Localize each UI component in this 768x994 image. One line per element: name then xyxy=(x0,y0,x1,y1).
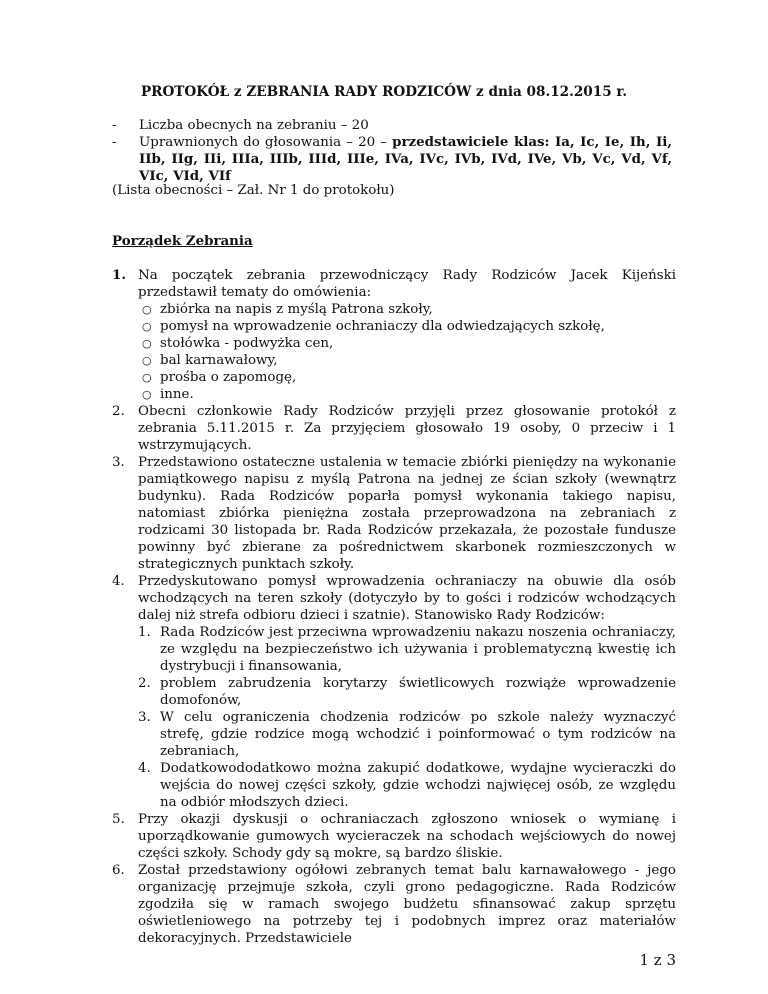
class-representatives: przedstawiciele klas: Ia, Ic, Ie, Ih, Ii, IIb, IIg, IIi, IIIa, IIIb, IIId, IIIe, IVa, IVc, IVb, IVd, IVe, Vb, Vc, Vd, Vf, VIc, VId, VIf xyxy=(139,134,672,184)
subitem xyxy=(138,709,676,760)
subitem-number: 4. xyxy=(138,761,151,776)
list-item xyxy=(138,301,676,318)
circle-bullet-icon: ○ xyxy=(142,371,152,384)
subitem-text: Dodatkowododatkowo można zakupić dodatkowe, wydajne wycieraczki do wejścia do nowej części szkoły, gdzie wchodzi najwięcej osób, ze względu na odbiór młodszych dzieci. xyxy=(160,761,676,810)
voters-count: Uprawnionych do głosowania – 20 – xyxy=(139,135,393,150)
subitem xyxy=(138,624,676,675)
topic-text: pomysł na wprowadzenie ochraniaczy dla odwiedzających szkołę, xyxy=(160,319,605,334)
attendance-note: (Lista obecności – Zał. Nr 1 do protokołu) xyxy=(112,183,395,198)
agenda-item-2 xyxy=(112,403,676,454)
item-number: 2. xyxy=(112,404,125,419)
circle-bullet-icon: ○ xyxy=(142,337,152,350)
list-item xyxy=(138,369,676,386)
topic-text: prośba o zapomogę, xyxy=(160,370,297,385)
item-text: Przedyskutowano pomysł wprowadzenia ochraniaczy na obuwie dla osób wchodzących na teren szkoły (dotyczyło by to gości i rodziców wchodzących dalej niż strefa odbioru dzieci i szatnie). Stanowisko Rady Rodziców: xyxy=(138,574,676,623)
topic-text: inne. xyxy=(160,387,194,402)
attendance-summary xyxy=(112,117,672,185)
circle-bullet-icon: ○ xyxy=(142,303,152,316)
subitem-text: W celu ograniczenia chodzenia rodziców po szkole należy wyznaczyć strefę, gdzie rodzice mogą wchodzić i poinformować o tym rodziców na zebraniach, xyxy=(160,710,676,759)
agenda-items xyxy=(112,267,676,947)
subitem xyxy=(138,675,676,709)
circle-bullet-icon: ○ xyxy=(142,354,152,367)
item-number: 6. xyxy=(112,863,125,878)
agenda-heading: Porządek Zebrania xyxy=(112,233,253,249)
list-item xyxy=(138,335,676,352)
agenda-item-6 xyxy=(112,862,676,947)
page-number: 1 z 3 xyxy=(639,951,676,969)
item-text: Przy okazji dyskusji o ochraniaczach zgłoszono wniosek o wymianę i uporządkowanie gumowych wycieraczek na schodach wejściowych do nowej części szkoły. Schody gdy są mokre, są bardzo śliskie. xyxy=(138,812,676,861)
item-number: 5. xyxy=(112,812,125,827)
dash-marker: - xyxy=(112,118,117,133)
list-item xyxy=(138,386,676,403)
topic-text: zbiórka na napis z myślą Patrona szkoły, xyxy=(160,302,433,317)
list-item xyxy=(112,134,672,185)
page-title: PROTOKÓŁ z ZEBRANIA RADY RODZICÓW z dnia 08.12.2015 r. xyxy=(140,84,628,100)
subitem-number: 3. xyxy=(138,710,151,725)
agenda-item-5 xyxy=(112,811,676,862)
subitem-number: 2. xyxy=(138,676,151,691)
item-text: Obecni członkowie Rady Rodziców przyjęli przez głosowanie protokół z zebrania 5.11.2015 r. Za przyjęciem głosowało 19 osoby, 0 przeciw i 1 wstrzymujących. xyxy=(138,404,676,453)
topic-list xyxy=(138,301,676,403)
attendee-count: Liczba obecnych na zebraniu – 20 xyxy=(139,118,369,133)
item-text: Na początek zebrania przewodniczący Rady Rodziców Jacek Kijeński przedstawił tematy do omówienia: xyxy=(138,268,676,300)
agenda-item-1 xyxy=(112,267,676,403)
item-text: Został przedstawiony ogółowi zebranych temat balu karnawałowego - jego organizację przejmuje szkoła, czyli grono pedagogiczne. Rada Rodziców zgodziła się w ramach swojego budżetu sfinansować zakup sprzętu oświetleniowego na potrzeby tej i podobnych imprez oraz materiałów dekoracyjnych. Przedstawiciele xyxy=(138,863,676,946)
list-item xyxy=(138,352,676,369)
agenda-item-3 xyxy=(112,454,676,573)
item-number: 3. xyxy=(112,455,125,470)
item-text: Przedstawiono ostateczne ustalenia w temacie zbiórki pieniędzy na wykonanie pamiątkowego napisu z myślą Patrona na jednej ze ścian szkoły (wewnątrz budynku). Rada Rodziców poparła pomysł wykonania takiego napisu, natomiast zbiórka pieniężna została przeprowadzona na zebraniach z rodzicami 30 listopada br. Rada Rodziców przekazała, że pozostałe fundusze powinny być zbierane za pośrednictwem skarbonek rozmieszczonych w strategicznych punktach szkoły. xyxy=(138,455,676,572)
list-item xyxy=(138,318,676,335)
item-number: 1. xyxy=(112,267,126,283)
item-number: 4. xyxy=(112,574,125,589)
circle-bullet-icon: ○ xyxy=(142,388,152,401)
subitem-text: Rada Rodziców jest przeciwna wprowadzeniu nakazu noszenia ochraniaczy, ze względu na bezpieczeństwo ich używania i problematyczną kwestię ich dystrybucji i finansowania, xyxy=(160,625,676,674)
topic-text: bal karnawałowy, xyxy=(160,353,278,368)
subitem xyxy=(138,760,676,811)
agenda-item-4 xyxy=(112,573,676,811)
dash-marker: - xyxy=(112,135,117,150)
topic-text: stołówka - podwyżka cen, xyxy=(160,336,334,351)
subitem-text: problem zabrudzenia korytarzy świetlicowych rozwiąże wprowadzenie domofonów, xyxy=(160,676,676,708)
subitem-number: 1. xyxy=(138,625,151,640)
list-item xyxy=(112,117,672,134)
circle-bullet-icon: ○ xyxy=(142,320,152,333)
